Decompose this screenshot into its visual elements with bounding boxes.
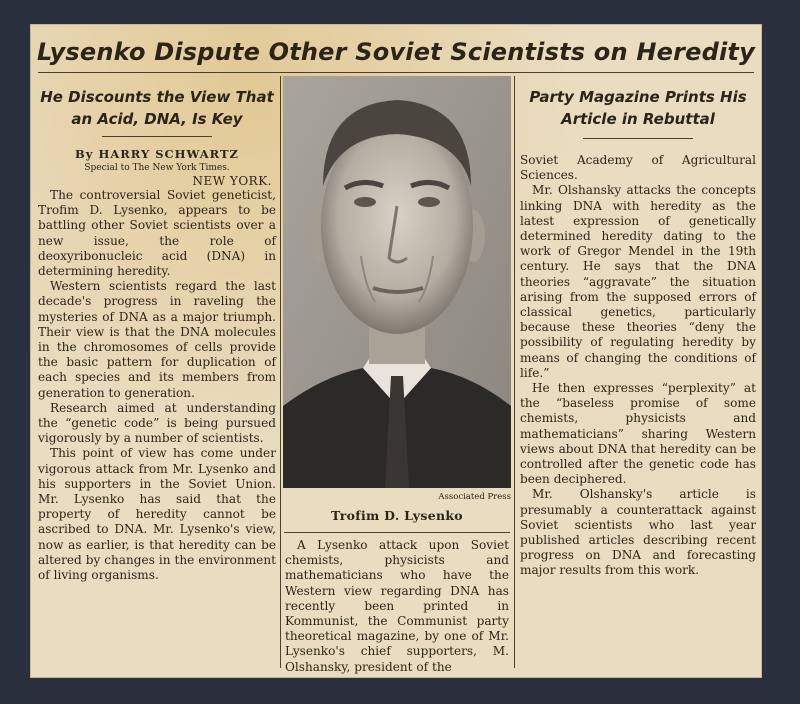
right-deck-line: Article in Rebuttal bbox=[561, 110, 715, 128]
top-rule bbox=[38, 72, 754, 73]
article-paragraph: He then expresses “perplexity” at the “baseless promise of some chemists, physicists and mathematicians” sharing Western views about DNA that heredity can be controlled after the genetic code has been deciphered. bbox=[520, 381, 756, 487]
dateline: NEW YORK. bbox=[192, 174, 272, 188]
article-paragraph: Soviet Academy of Agricultural Sciences. bbox=[520, 153, 756, 183]
left-deck bbox=[38, 86, 276, 130]
photo-caption: Trofim D. Lysenko bbox=[331, 508, 463, 523]
left-column bbox=[38, 86, 276, 583]
portrait-photo bbox=[283, 76, 511, 488]
caption-rule bbox=[284, 532, 510, 533]
right-deck bbox=[520, 86, 756, 130]
article-paragraph: This point of view has come under vigorous attack from Mr. Lysenko and his supporters in the Soviet Union. Mr. Lysenko has said that the property of heredity cannot be ascribed to DNA. Mr. Lysenko's view, now as earlier, is that heredity can be altered by changes in the environment of living organisms. bbox=[38, 446, 276, 583]
center-column bbox=[285, 538, 509, 675]
article-paragraph: Mr. Olshansky attacks the concepts linking DNA with heredity as the latest expression of genetically determined heredity dating to the work of Gregor Mendel in the 19th century. He says that the DNA theories “aggravate” the situation arising from the supposed errors of classical genetics, particularly because these theories “deny the possibility of regulating heredity by means of changing the conditions of life.” bbox=[520, 183, 756, 380]
deck-rule bbox=[583, 138, 693, 139]
column-rule-right bbox=[514, 76, 515, 668]
headline: Lysenko Dispute Other Soviet Scientists on Heredity bbox=[37, 38, 755, 66]
special-line: Special to The New York Times. bbox=[84, 163, 230, 173]
portrait-image bbox=[283, 76, 511, 488]
right-column bbox=[520, 86, 756, 579]
right-deck-line: Party Magazine Prints His bbox=[529, 88, 747, 106]
article-paragraph: Research aimed at understanding the “genetic code” is being pursued vigorously by a number of scientists. bbox=[38, 400, 276, 446]
article-paragraph: A Lysenko attack upon Soviet chemists, physicists and mathematicians who have the Western view regarding DNA has recently been printed in Kommunist, the Communist party theoretical magazine, by one of Mr. Lysenko's chief supporters, M. Olshansky, president of the bbox=[285, 538, 509, 674]
byline: By HARRY SCHWARTZ bbox=[75, 147, 239, 161]
column-rule-left bbox=[280, 76, 281, 668]
article-paragraph: The controversial Soviet geneticist, Trofim D. Lysenko, appears to be battling other Soviet scientists over a new issue, the role of deoxyribonucleic acid (DNA) in determining heredity. bbox=[38, 188, 276, 279]
deck-rule bbox=[102, 136, 212, 137]
newspaper-clipping bbox=[30, 24, 762, 678]
left-deck-line: an Acid, DNA, Is Key bbox=[71, 110, 243, 128]
article-paragraph: Mr. Olshansky's article is presumably a counterattack against Soviet scientists who last year published articles describing recent progress on DNA and forecasting major results from this work. bbox=[520, 487, 756, 578]
left-deck-line: He Discounts the View That bbox=[40, 88, 274, 106]
photo-credit: Associated Press bbox=[438, 492, 511, 502]
article-paragraph: Western scientists regard the last decade's progress in raveling the mysteries of DNA as a major triumph. Their view is that the DNA molecules in the chromosomes of cells provide the basic pattern for duplication of each species and its members from generation to generation. bbox=[38, 279, 276, 400]
